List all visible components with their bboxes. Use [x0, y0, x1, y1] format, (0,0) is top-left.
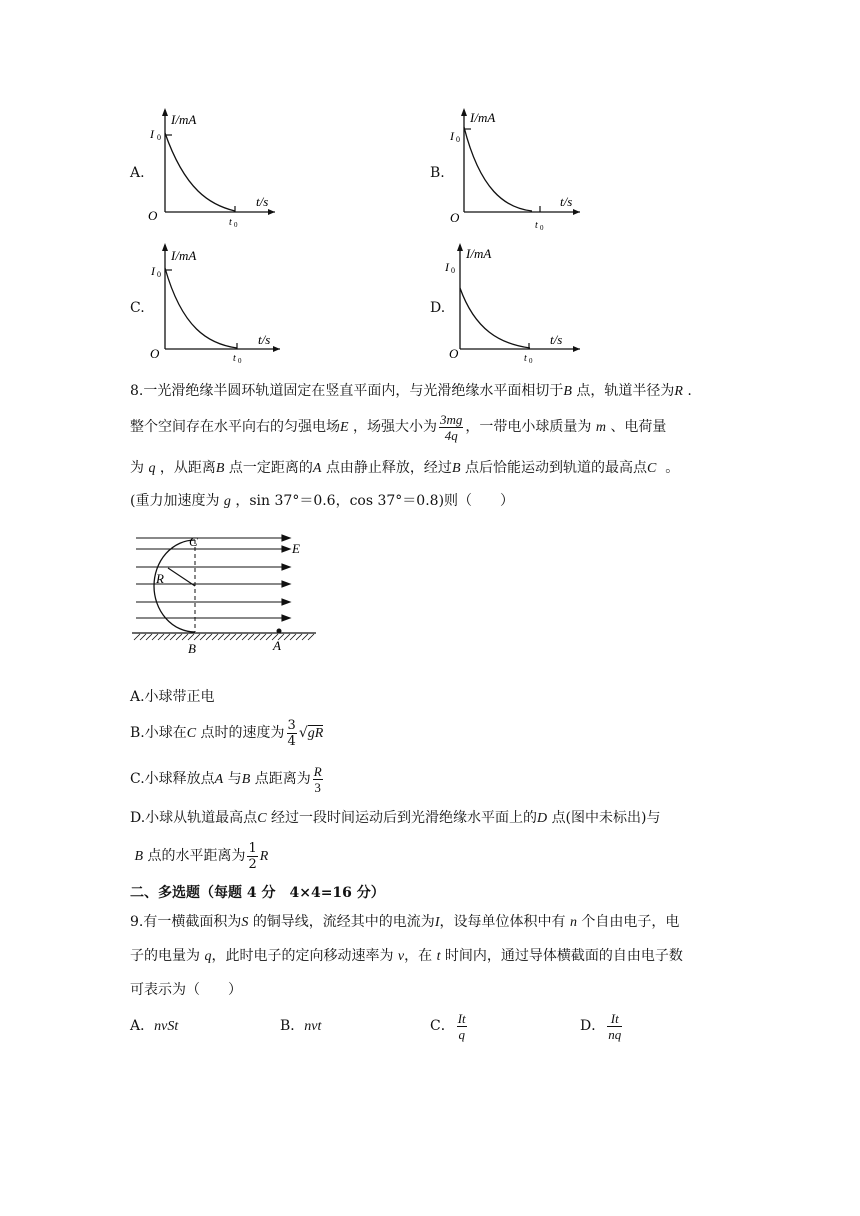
x-axis-label: t/s	[550, 332, 563, 347]
i0-label: I	[150, 127, 154, 141]
radius-r-label: R	[156, 571, 164, 586]
x-axis-label: t/s	[258, 332, 271, 347]
i0-label: I	[151, 264, 155, 278]
q8-option-d-line-1: D.小球从轨道最高点C 经过一段时间运动后到光滑绝缘水平面上的D 点(图中未标出)与	[130, 810, 661, 826]
q8-option-d-line-2: B 点的水平距离为 $\frac{1}{2}$ R	[134, 840, 269, 872]
q9-option-b: B．nvt	[280, 1018, 322, 1034]
i0-sub: 0	[456, 135, 460, 144]
q8-line-1: 8.一光滑绝缘半圆环轨道固定在竖直平面内，与光滑绝缘水平面相切于B 点，轨道半径为R .	[130, 383, 692, 399]
t0-sub: 0	[529, 357, 533, 365]
q8-line-4: (重力加速度为 g ，sin 37°＝0.6，cos 37°＝0.8)则（ ）	[130, 493, 515, 509]
distance-fraction: $\frac{R}{3}$	[313, 763, 322, 795]
velocity-fraction: $\frac{3}{4}$	[287, 717, 296, 749]
q8-line-3: 为 q ，从距离B 点一定距离的A 点由静止释放，经过B 点后恰能运动到轨道的最高点C 。	[130, 460, 680, 476]
point-a-label: A	[273, 638, 281, 653]
q9-line-2: 子的电量为 q，此时电子的定向移动速率为 v，在 t 时间内，通过导体横截面的自由电子数	[130, 948, 683, 964]
q9-option-c: C． $\frac{It}{q}$	[430, 1010, 466, 1042]
x-axis-label: t/s	[256, 194, 269, 209]
t0-sub: 0	[238, 357, 242, 365]
section-2-title: 二、多选题（每题 4 分 4×4=16 分）	[130, 885, 385, 901]
q9-line-3: 可表示为（ ）	[130, 982, 242, 998]
q9-option-d: D． $\frac{It}{nq}$	[580, 1010, 622, 1042]
i0-label: I	[450, 129, 454, 143]
q8-diagram	[128, 530, 328, 655]
t0-label: t	[233, 353, 236, 364]
option-d-fraction: $\frac{It}{nq}$	[608, 1010, 622, 1042]
graph-b	[440, 105, 590, 230]
graph-c	[140, 240, 290, 365]
q8-option-a: A.小球带正电	[130, 689, 215, 705]
sqrt-symbol: √	[298, 725, 308, 741]
q8-line-2: 整个空间存在水平向右的匀强电场E ，场强大小为 $\frac{3mg}{4q}$ ，一带电小球质量为 m 、电荷量	[130, 411, 667, 443]
y-axis-label: I/mA	[470, 110, 496, 125]
y-axis-label: I/mA	[466, 246, 492, 261]
point-c-label: C	[189, 534, 198, 549]
t0-sub: 0	[540, 224, 544, 230]
t0-label: t	[229, 217, 232, 228]
origin-label: O	[450, 210, 460, 225]
i0-sub: 0	[451, 266, 455, 275]
option-c-fraction: $\frac{It}{q}$	[457, 1010, 466, 1042]
graph-option-a-label: A.	[130, 165, 145, 181]
q8-option-b: B.小球在C 点时的速度为 $\frac{3}{4}$ √gR	[130, 717, 324, 749]
q9-option-a: A．nvSt	[130, 1018, 179, 1034]
half-fraction: $\frac{1}{2}$	[248, 840, 257, 872]
graph-option-d-label: D.	[430, 300, 446, 316]
graph-option-c-label: C.	[130, 300, 145, 316]
t0-label: t	[535, 220, 538, 230]
origin-label: O	[449, 346, 459, 361]
graph-option-b-label: B.	[430, 165, 445, 181]
y-axis-label: I/mA	[171, 112, 197, 127]
q9-line-1: 9.有一横截面积为S 的铜导线，流经其中的电流为I，设每单位体积中有 n 个自由电子，电	[130, 914, 680, 930]
i0-label: I	[445, 260, 449, 274]
i0-sub: 0	[157, 270, 161, 279]
origin-label: O	[150, 346, 160, 361]
q8-option-c: C.小球释放点A 与B 点距离为 $\frac{R}{3}$	[130, 763, 322, 795]
x-axis-label: t/s	[560, 194, 573, 209]
point-b-label: B	[188, 641, 196, 655]
graph-a	[140, 105, 280, 230]
field-strength-fraction: $\frac{3mg}{4q}$	[440, 411, 463, 443]
graph-d	[440, 240, 590, 365]
origin-label: O	[148, 208, 158, 223]
t0-label: t	[524, 353, 527, 364]
field-e-label: E	[292, 541, 300, 556]
i0-sub: 0	[157, 133, 161, 142]
t0-sub: 0	[234, 221, 238, 229]
y-axis-label: I/mA	[171, 248, 197, 263]
